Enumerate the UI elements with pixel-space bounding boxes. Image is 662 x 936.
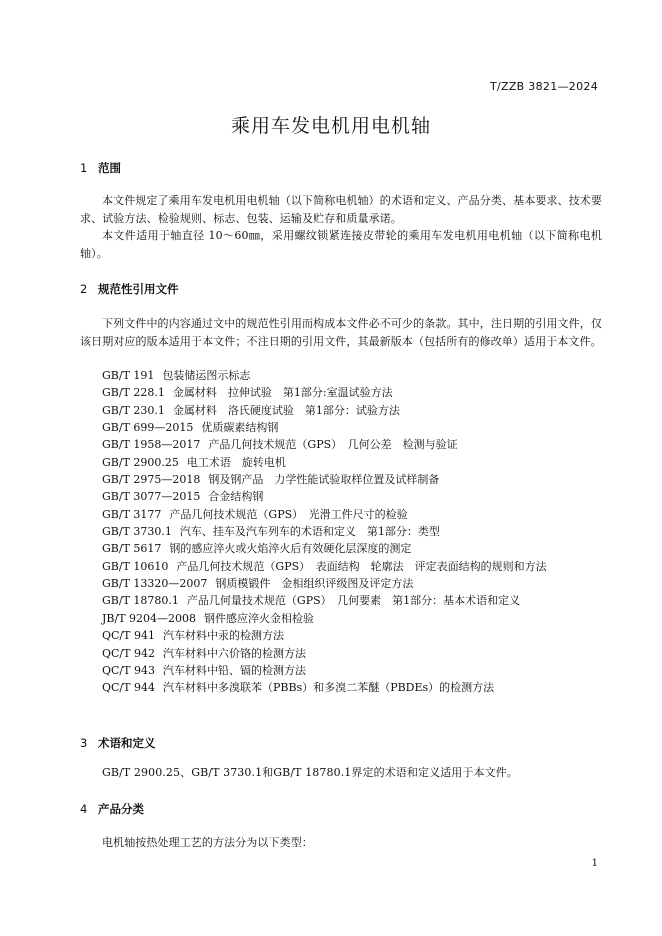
reference-title: 产品几何技术规范（GPS） 几何公差 检测与验证 <box>208 438 458 452</box>
reference-item <box>102 558 547 575</box>
reference-item <box>102 662 547 679</box>
reference-title: 产品几何量技术规范（GPS） 几何要素 第1部分：基本术语和定义 <box>186 594 521 608</box>
reference-code: GB/T 10610 <box>102 559 169 573</box>
reference-code: GB/T 13320—2007 <box>102 577 208 591</box>
section-2-number: 2 <box>80 282 88 296</box>
reference-item <box>102 627 547 644</box>
section-3-paragraph-1: GB/T 2900.25、GB/T 3730.1和GB/T 18780.1界定的术语和定义适用于本文件。 <box>102 766 518 779</box>
reference-code: GB/T 1958—2017 <box>102 438 201 452</box>
page-number: 1 <box>591 858 598 869</box>
reference-code: QC/T 944 <box>102 681 155 695</box>
section-1-number: 1 <box>80 161 88 175</box>
reference-title: 汽车材料中六价铬的检测方法 <box>162 646 306 660</box>
reference-item <box>102 384 547 401</box>
reference-item <box>102 645 547 662</box>
reference-item <box>102 419 547 436</box>
reference-title: 包装储运图示标志 <box>162 369 251 382</box>
reference-code: GB/T 191 <box>102 369 155 382</box>
section-4-title: 产品分类 <box>98 802 144 816</box>
reference-code: GB/T 5617 <box>102 542 162 556</box>
document-title: 乘用车发电机用电机轴 <box>230 115 431 137</box>
section-1-paragraph-2: 本文件适用于轴直径 10～60㎜，采用螺纹锁紧连接皮带轮的乘用车发电机用电机轴（以下简称电机轴）。 <box>80 229 602 260</box>
reference-title: 钢质模锻件 金相组织评级图及评定方法 <box>215 577 414 591</box>
section-4-number: 4 <box>80 802 88 816</box>
reference-code: GB/T 2975—2018 <box>102 473 201 487</box>
normative-reference-list <box>102 367 547 697</box>
reference-title: 钢件感应淬火金相检验 <box>204 611 315 625</box>
reference-item <box>102 523 547 540</box>
reference-code: GB/T 699—2015 <box>102 421 194 435</box>
reference-item <box>102 506 547 523</box>
section-1-paragraph-1: 本文件规定了乘用车发电机用电机轴（以下简称电机轴）的术语和定义、产品分类、基本要求、技术要求、试验方法、检验规则、标志、包装、运输及贮存和质量承诺。 <box>80 194 602 225</box>
section-2-paragraph-1: 下列文件中的内容通过文中的规范性引用而构成本文件必不可少的条款。其中，注日期的引用文件，仅该日期对应的版本适用于本文件；不注日期的引用文件，其最新版本（包括所有的修改单）适用于本文件。 <box>80 317 602 348</box>
reference-item <box>102 454 547 471</box>
section-1-heading <box>80 160 121 176</box>
reference-code: GB/T 3077—2015 <box>102 490 201 504</box>
reference-code: GB/T 230.1 <box>102 403 165 417</box>
reference-item <box>102 679 547 696</box>
reference-code: QC/T 942 <box>102 646 155 660</box>
reference-title: 电工术语 旋转电机 <box>186 455 286 469</box>
reference-code: GB/T 228.1 <box>102 386 165 400</box>
reference-title: 合金结构钢 <box>208 490 264 504</box>
reference-item <box>102 540 547 557</box>
reference-item <box>102 402 547 419</box>
reference-title: 汽车、挂车及汽车列车的术语和定义 第1部分：类型 <box>179 525 440 539</box>
section-2-heading <box>80 281 179 297</box>
reference-item <box>102 367 547 384</box>
reference-code: GB/T 18780.1 <box>102 594 179 608</box>
section-1-title: 范围 <box>98 161 121 175</box>
reference-title: 汽车材料中铅、镉的检测方法 <box>162 663 306 677</box>
reference-title: 钢及钢产品 力学性能试验取样位置及试样制备 <box>208 473 440 487</box>
reference-code: JB/T 9204—2008 <box>102 611 197 625</box>
reference-title: 金属材料 拉伸试验 第1部分:室温试验方法 <box>172 386 393 400</box>
document-number: T/ZZB 3821—2024 <box>489 80 598 93</box>
reference-title: 汽车材料中多溴联苯（PBBs）和多溴二苯醚（PBDEs）的检测方法 <box>162 681 495 695</box>
reference-title: 钢的感应淬火或火焰淬火后有效硬化层深度的测定 <box>169 542 412 556</box>
reference-item <box>102 471 547 488</box>
reference-item <box>102 488 547 505</box>
reference-title: 金属材料 洛氏硬度试验 第1部分：试验方法 <box>172 403 400 417</box>
reference-item <box>102 610 547 627</box>
section-4-paragraph-1: 电机轴按热处理工艺的方法分为以下类型： <box>102 836 313 849</box>
section-2-title: 规范性引用文件 <box>98 282 179 296</box>
reference-title: 优质碳素结构钢 <box>201 421 279 435</box>
reference-title: 汽车材料中汞的检测方法 <box>162 629 284 643</box>
reference-item <box>102 592 547 609</box>
section-3-number: 3 <box>80 736 88 750</box>
reference-item <box>102 575 547 592</box>
reference-title: 产品几何技术规范（GPS） 表面结构 轮廓法 评定表面结构的规则和方法 <box>176 559 547 573</box>
reference-code: GB/T 3177 <box>102 507 162 521</box>
section-4-heading <box>80 801 144 817</box>
reference-item <box>102 436 547 453</box>
reference-code: GB/T 2900.25 <box>102 455 179 469</box>
section-3-heading <box>80 735 156 751</box>
reference-code: QC/T 941 <box>102 629 155 643</box>
reference-code: QC/T 943 <box>102 663 155 677</box>
section-3-title: 术语和定义 <box>98 736 156 750</box>
reference-title: 产品几何技术规范（GPS） 光滑工件尺寸的检验 <box>169 507 408 521</box>
reference-code: GB/T 3730.1 <box>102 525 172 539</box>
